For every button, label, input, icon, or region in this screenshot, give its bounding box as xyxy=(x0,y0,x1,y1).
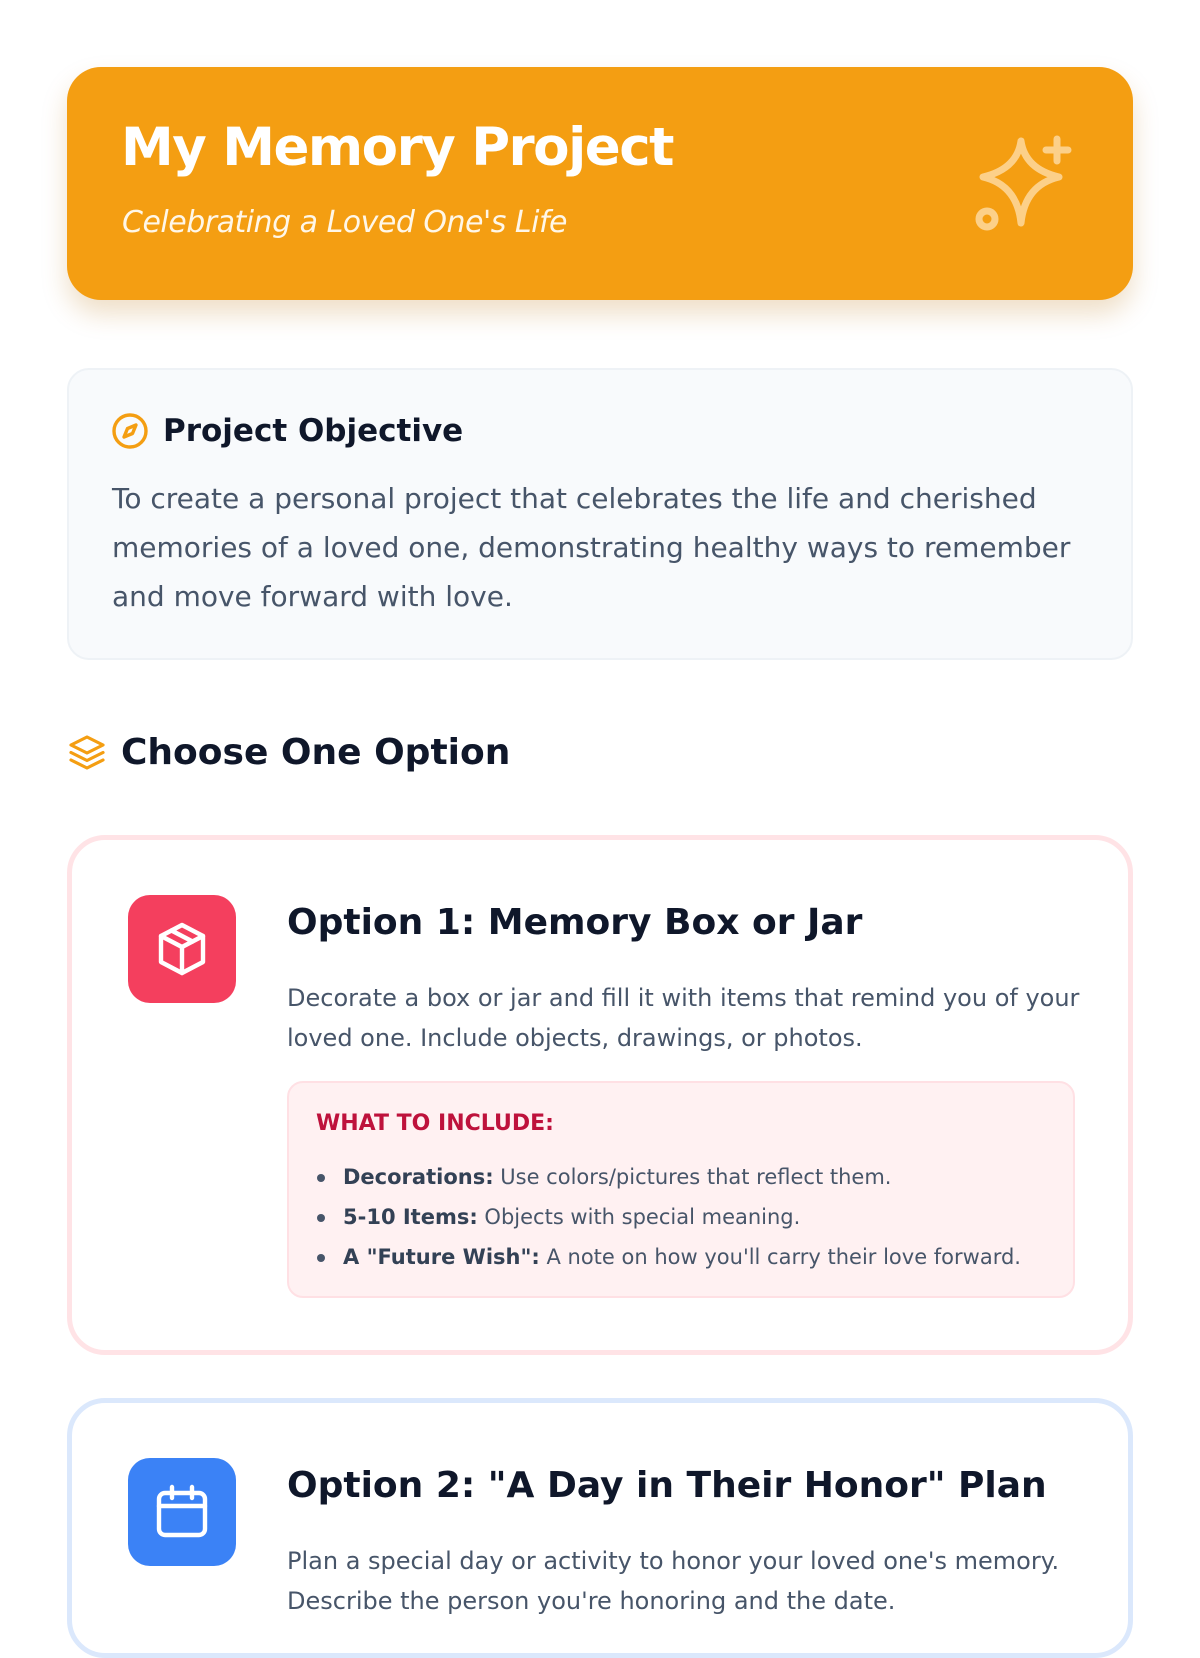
option-title: Option 2: "A Day in Their Honor" Plan xyxy=(287,1465,1047,1506)
option-icon-badge xyxy=(128,1458,236,1566)
list-item-text: A note on how you'll carry their love forward. xyxy=(539,1245,1021,1269)
option-description: Plan a special day or activity to honor your loved one's memory. Describe the person you're honoring and the date. xyxy=(287,1547,1060,1615)
header-banner xyxy=(67,67,1133,300)
include-list xyxy=(315,1157,1021,1277)
list-item-label: A "Future Wish": xyxy=(343,1245,540,1269)
option-card-day-plan[interactable] xyxy=(67,1398,1133,1658)
box-icon xyxy=(153,920,211,978)
list-item-label: 5-10 Items: xyxy=(343,1205,478,1229)
option-title: Option 1: Memory Box or Jar xyxy=(287,902,863,943)
objective-title: Project Objective xyxy=(163,413,464,449)
list-item-text: Use colors/pictures that reflect them. xyxy=(493,1165,892,1189)
sparkles-icon xyxy=(971,131,1075,235)
page-subtitle: Celebrating a Loved One's Life xyxy=(122,205,567,240)
calendar-icon xyxy=(153,1483,211,1541)
option-card-memory-box[interactable] xyxy=(67,835,1133,1355)
page-title: My Memory Project xyxy=(121,117,673,178)
options-title: Choose One Option xyxy=(121,732,511,773)
option-icon-badge xyxy=(128,895,236,1003)
objective-header xyxy=(111,412,463,450)
include-title: WHAT TO INCLUDE: xyxy=(316,1111,554,1136)
list-item xyxy=(315,1157,1021,1197)
options-heading xyxy=(67,732,510,773)
list-item xyxy=(315,1197,1021,1237)
objective-text: To create a personal project that celebrates the life and cherished memories of a loved one, demonstrating healthy ways to remember and move forward with love. xyxy=(112,482,1071,613)
list-item-text: Objects with special meaning. xyxy=(477,1205,801,1229)
option-description: Decorate a box or jar and fill it with items that remind you of your loved one. Include objects, drawings, or photos. xyxy=(287,984,1080,1052)
objective-card xyxy=(67,368,1133,660)
layers-icon xyxy=(67,733,107,773)
compass-icon xyxy=(111,412,149,450)
include-box xyxy=(287,1081,1075,1298)
list-item-label: Decorations: xyxy=(343,1165,494,1189)
list-item xyxy=(315,1237,1021,1277)
